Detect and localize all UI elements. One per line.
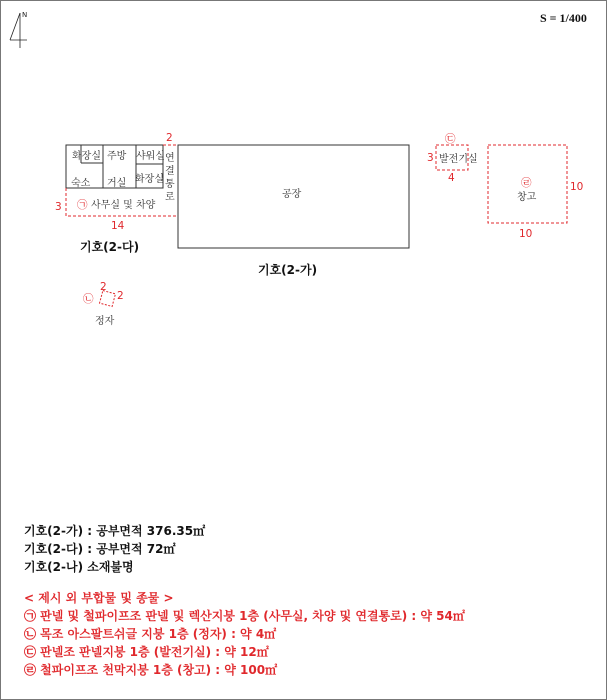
dim-label: 2 — [117, 290, 124, 302]
dim-label: 3 — [427, 152, 434, 164]
corridor-label: 결 — [165, 166, 175, 177]
dormitory-title: 기호(2-다) — [80, 240, 140, 254]
warehouse-label: 창고 — [517, 192, 537, 203]
extra-line: ㉡ 목조 아스팔트쉬글 지붕 1층 (정자) : 약 4㎡ — [24, 627, 277, 641]
room-label: 주방 — [107, 151, 127, 162]
room-label: 화장실 — [135, 174, 164, 185]
note-line: 기호(2-가) : 공부면적 376.35㎡ — [24, 524, 206, 538]
extra-line: ㉢ 판넬조 판넬지붕 1층 (발전기실) : 약 12㎡ — [24, 645, 269, 659]
room-label: 샤워실 — [136, 151, 165, 162]
extras-header: < 제시 외 부합물 및 종물 > — [24, 591, 174, 605]
corridor-label: 연 — [165, 153, 175, 164]
corridor-label: 통 — [165, 179, 175, 190]
corridor-label: 로 — [165, 192, 175, 203]
generator-label: 발전기실 — [439, 154, 478, 165]
dim-label: 2 — [166, 132, 173, 144]
room-label: 숙소 — [71, 178, 91, 189]
legend-notes — [24, 522, 465, 679]
dim-label: 2 — [100, 281, 107, 293]
factory-title: 기호(2-가) — [258, 263, 318, 277]
note-line: 기호(2-다) : 공부면적 72㎡ — [24, 542, 176, 556]
dim-label: 3 — [55, 201, 62, 213]
dim-label: 10 — [519, 228, 533, 240]
room-label: 거실 — [107, 178, 127, 189]
office-marker: ㉠ — [77, 199, 88, 211]
pavilion-label: 정자 — [95, 316, 115, 327]
pavilion-marker: ㉡ — [83, 293, 94, 305]
factory-label: 공장 — [282, 189, 302, 200]
north-label: N — [22, 11, 28, 19]
extra-line: ㉣ 철파이프조 천막지붕 1층 (창고) : 약 100㎡ — [24, 663, 278, 677]
generator-marker: ㉢ — [445, 133, 456, 145]
warehouse-marker: ㉣ — [521, 177, 532, 189]
office-label: 사무실 및 차양 — [91, 200, 156, 211]
scale-label: S = 1/400 — [540, 11, 587, 25]
note-line: 기호(2-나) 소재불명 — [24, 560, 134, 574]
dim-label: 14 — [111, 220, 125, 232]
dim-label: 4 — [448, 172, 455, 184]
extra-line: ㉠ 판넬 및 철파이프조 판넬 및 렉산지붕 1층 (사무실, 차양 및 연결통로) : 약 54㎡ — [24, 609, 465, 623]
dim-label: 10 — [570, 181, 584, 193]
room-label: 화장실 — [72, 151, 101, 162]
